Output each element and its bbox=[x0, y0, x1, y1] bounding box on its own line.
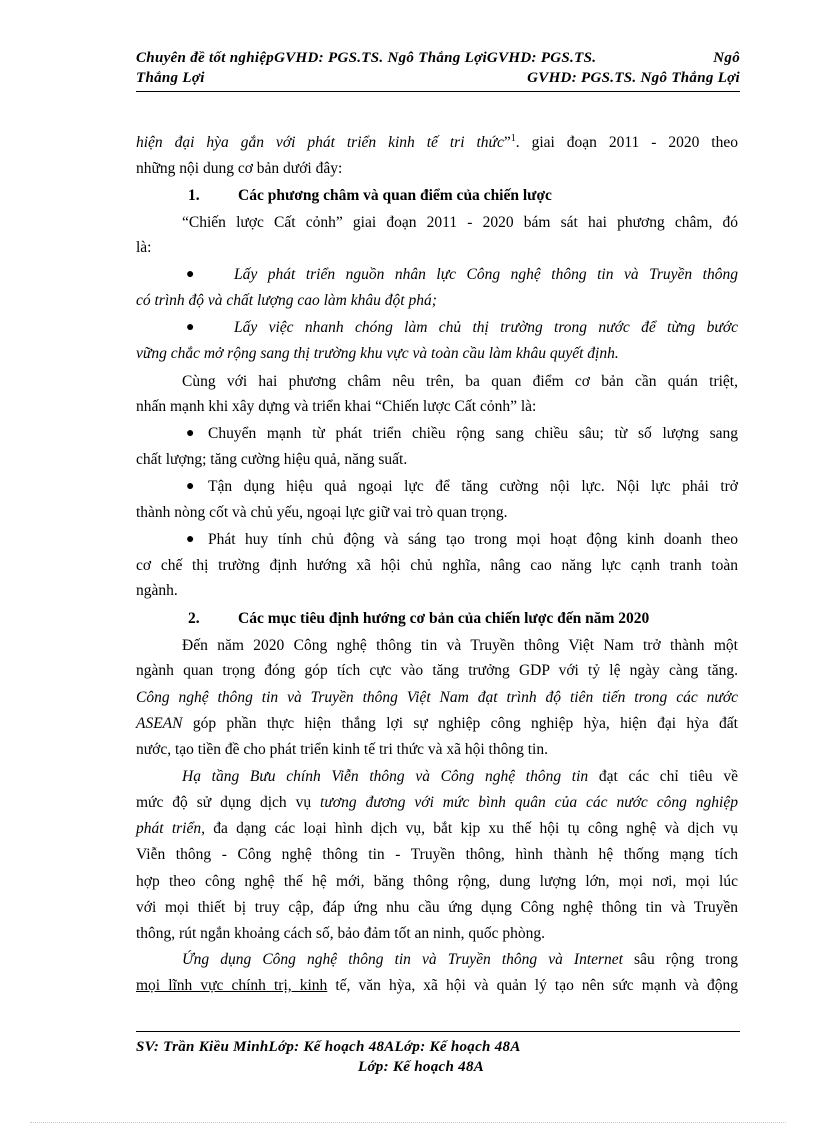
body-line: thông, rút ngắn khoảng cách số, bảo đảm tốt an ninh, quốc phòng. bbox=[136, 925, 545, 942]
body-line: mọi lĩnh vực chính trị, kinh tế, văn hỳa, xã hội và quản lý tạo nên sức mạnh và động bbox=[136, 977, 738, 994]
footer-rule bbox=[136, 1031, 740, 1032]
body-line: phát triển, đa dạng các loại hình dịch vụ, bắt kịp xu thế hội tụ công nghệ và dịch vụ bbox=[136, 820, 738, 837]
document-page: Chuyên đề tốt nghiệpGVHD: PGS.TS. Ngô Thắng LợiGVHD: PGS.TS. Ngô Thắng Lợi GVHD: PGS.TS. Ngô Thắng Lợi hiện đại hỳa gắn với phát triển kinh tế tri thức”$^1$. giai đoạn 2011 - 2020 theo những nội dung cơ bản dưới đây: 1. Các phương châm và quan điểm của chiến lược “Chiến lược Cất cỏnh” giai đoạn 2011 - 2020 bám sát hai phương châm, đó là: ● Lấy phát triển nguồn nhân lực Công nghệ thông tin và Truyền thông có trình độ và chất lượng cao làm khâu đột phá; ● Lấy việc nhanh chóng làm chủ thị trường trong nước để từng bước vững chắc mở rộng sang thị trường khu vực và toàn cầu làm khâu quyết định. Cùng với hai phương châm nêu trên, ba quan điểm cơ bản cần quán triệt, nhấn mạnh khi xây dựng và triển khai “Chiến lược Cất cỏnh” là: ● Chuyển mạnh từ phát triển chiều rộng sang chiều sâu; từ số lượng sang chất lượng; tăng cường hiệu quả, năng suất. ● Tận dụng hiệu quả ngoại lực để tăng cường nội lực. Nội lực phải trở thành nòng cốt và chủ yếu, ngoại lực giữ vai trò quan trọng. ● Phát huy tính chủ động và sáng tạo trong mọi hoạt động kinh doanh theo cơ chế thị trường định hướng xã hội chủ nghĩa, nâng cao năng lực cạnh tranh toàn ngành. 2. Các mục tiêu định hướng cơ bản của chiến lược đến năm 2020 Đến năm 2020 Công nghệ thông tin và Truyền thông Việt Nam trở thành một ngành quan trọng đóng góp tích cực vào tăng trưởng GDP với tỷ lệ ngày càng tăng. Công nghệ thông tin và Truyền thông Việt Nam đạt trình độ tiên tiến trong các nước ASEAN góp phần thực hiện thắng lợi sự nghiệp công nghiệp hỳa, hiện đại hỳa đất nước, tạo tiền đề cho phát triển kinh tế tri thức và xã hội thông tin. Hạ tầng Bưu chính Viễn thông và Công nghệ thông tin đạt các chỉ tiêu về mức độ sử dụng dịch vụ tương đương với mức bình quân của các nước công nghiệp phát triển, đa dạng các loại hình dịch vụ, bắt kịp xu thế hội tụ công nghệ và dịch vụ Viễn thông - Công nghệ thông tin - Truyền thông, hình thành hệ thống mạng tích hợp theo công nghệ thế hệ mới, băng thông rộng, dung lượng lớn, mọi nơi, mọi lúc với mọi thiết bị truy cập, đáp ứng nhu cầu ứng dụng Công nghệ thông tin và Truyền thông, rút ngắn khoảng cách số, bảo đảm tốt an ninh, quốc phòng. Ứng dụng Công nghệ thông tin và Truyền thông và Internet sâu rộng trong mọi lĩnh vực chính trị, kinh tế, văn hỳa, xã hội và quản lý tạo nên sức mạnh và động SV: Trần Kiều MinhLớp: Kế hoạch 48ALớp: Kế hoạch 48A Lớp: Kế hoạch 48A bbox=[0, 0, 816, 1123]
page-header-line-1 bbox=[136, 49, 740, 68]
bullet-icon: ● bbox=[186, 532, 195, 547]
body-line: hiện đại hỳa gắn với phát triển kinh tế tri thức”$^1$. giai đoạn 2011 - 2020 theo bbox=[136, 133, 738, 151]
body-line: Viễn thông - Công nghệ thông tin - Truyền thông, hình thành hệ thống mạng tích bbox=[136, 846, 738, 863]
bullet-item-text: chất lượng; tăng cường hiệu quả, năng suất. bbox=[136, 451, 408, 468]
bullet-item-text: vững chắc mở rộng sang thị trường khu vực và toàn cầu làm khâu quyết định. bbox=[136, 345, 619, 362]
bullet-item-text: thành nòng cốt và chủ yếu, ngoại lực giữ vai trò quan trọng. bbox=[136, 504, 508, 521]
page-header-line-2 bbox=[136, 69, 740, 88]
bullet-icon: ● bbox=[186, 479, 195, 494]
bullet-item-text: cơ chế thị trường định hướng xã hội chủ nghĩa, nâng cao năng lực cạnh tranh toàn bbox=[136, 557, 738, 574]
body-line: với mọi thiết bị truy cập, đáp ứng nhu cầu ứng dụng Công nghệ thông tin và Truyền bbox=[136, 899, 738, 916]
body-line: Đến năm 2020 Công nghệ thông tin và Truyền thông Việt Nam trở thành một bbox=[182, 637, 738, 654]
body-line: ASEAN góp phần thực hiện thắng lợi sự nghiệp công nghiệp hỳa, hiện đại hỳa đất bbox=[136, 715, 738, 732]
body-line: nước, tạo tiền đề cho phát triển kinh tế tri thức và xã hội thông tin. bbox=[136, 741, 548, 758]
bullet-item-text: Lấy phát triển nguồn nhân lực Công nghệ thông tin và Truyền thông bbox=[234, 266, 738, 283]
body-line: hợp theo công nghệ thế hệ mới, băng thông rộng, dung lượng lớn, mọi nơi, mọi lúc bbox=[136, 873, 738, 890]
body-line: nhấn mạnh khi xây dựng và triển khai “Chiến lược Cất cỏnh” là: bbox=[136, 398, 537, 415]
bullet-item-text: Chuyển mạnh từ phát triển chiều rộng sang chiều sâu; từ số lượng sang bbox=[208, 425, 738, 442]
header-text: Thắng Lợi bbox=[136, 70, 205, 86]
body-line: “Chiến lược Cất cỏnh” giai đoạn 2011 - 2020 bám sát hai phương châm, đó bbox=[182, 214, 738, 231]
page-footer-line-2: Lớp: Kế hoạch 48A bbox=[358, 1059, 485, 1075]
header-rule bbox=[136, 91, 740, 92]
bullet-icon: ● bbox=[186, 426, 195, 441]
body-line: Cùng với hai phương châm nêu trên, ba quan điểm cơ bản cần quán triệt, bbox=[182, 373, 738, 390]
body-line: Công nghệ thông tin và Truyền thông Việt Nam đạt trình độ tiên tiến trong các nước bbox=[136, 689, 738, 706]
bullet-item-text: Tận dụng hiệu quả ngoại lực để tăng cường nội lực. Nội lực phải trở bbox=[208, 478, 738, 495]
bullet-icon: ● bbox=[186, 267, 195, 282]
body-line: Hạ tầng Bưu chính Viễn thông và Công nghệ thông tin đạt các chỉ tiêu về bbox=[182, 768, 738, 785]
bullet-icon: ● bbox=[186, 320, 195, 335]
body-line: những nội dung cơ bản dưới đây: bbox=[136, 160, 343, 177]
bullet-item-text: có trình độ và chất lượng cao làm khâu đột phá; bbox=[136, 292, 437, 309]
header-text: Ngô bbox=[713, 50, 740, 66]
page-footer-line-1: SV: Trần Kiều MinhLớp: Kế hoạch 48ALớp: Kế hoạch 48A bbox=[136, 1039, 521, 1055]
body-line: ngành quan trọng đóng góp tích cực vào tăng trưởng GDP với tỷ lệ ngày càng tăng. bbox=[136, 662, 738, 679]
body-line: mức độ sử dụng dịch vụ tương đương với mức bình quân của các nước công nghiệp bbox=[136, 794, 738, 811]
bullet-item-text: ngành. bbox=[136, 582, 178, 599]
body-line: Ứng dụng Công nghệ thông tin và Truyền thông và Internet sâu rộng trong bbox=[182, 951, 738, 968]
header-text: Chuyên đề tốt nghiệpGVHD: PGS.TS. Ngô Thắng LợiGVHD: PGS.TS. bbox=[136, 50, 597, 66]
bullet-item-text: Lấy việc nhanh chóng làm chủ thị trường trong nước để từng bước bbox=[234, 319, 738, 336]
bullet-item-text: Phát huy tính chủ động và sáng tạo trong mọi hoạt động kinh doanh theo bbox=[208, 531, 738, 548]
body-line: là: bbox=[136, 239, 152, 256]
header-text: GVHD: PGS.TS. Ngô Thắng Lợi bbox=[527, 70, 740, 86]
